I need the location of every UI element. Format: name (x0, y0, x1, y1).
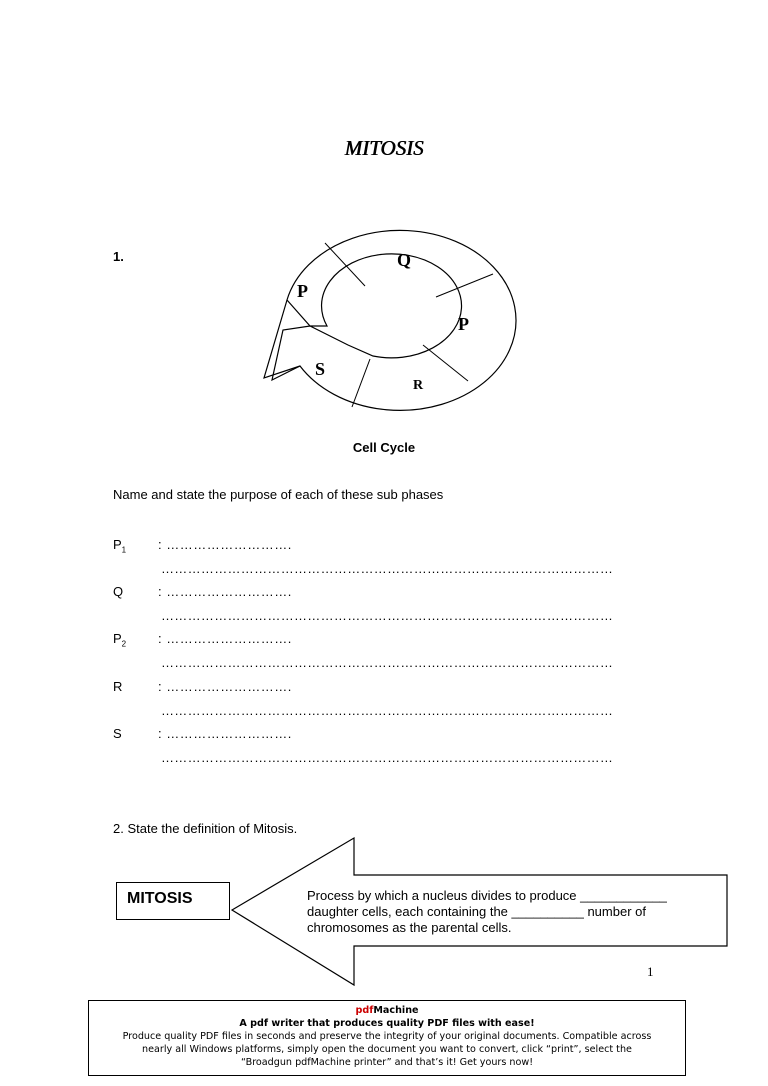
divider-r-s (352, 359, 370, 407)
definition-line-2[interactable]: daughter cells, each containing the __________ number of (307, 904, 646, 919)
row-label-p1: $P_1$ (113, 537, 127, 555)
cell-cycle-arrowhead (264, 300, 300, 378)
row-label-s: S (113, 726, 122, 741)
cell-cycle-diagram (0, 0, 768, 470)
definition-text (307, 888, 707, 936)
answer-line-q[interactable]: ………………………………………………………………………………………… (161, 608, 614, 623)
definition-line-1[interactable]: Process by which a nucleus divides to produce ____________ (307, 888, 667, 903)
footer-line-3: “Broadgun pdfMachine printer” and that’s it! Get yours now! (240, 1057, 534, 1068)
label-q: Q (397, 250, 412, 270)
answer-line-r[interactable]: ………………………………………………………………………………………… (161, 703, 614, 718)
answer-blank-p1[interactable]: : ………………………. (158, 537, 292, 552)
page-title: MITOSIS (344, 136, 424, 160)
diagram-caption: Cell Cycle (352, 440, 416, 455)
label-s: S (315, 359, 326, 379)
cell-cycle-ring (272, 230, 516, 410)
question-2-prompt: 2. State the definition of Mitosis. (113, 821, 298, 836)
definition-line-3: chromosomes as the parental cells. (307, 920, 512, 935)
answer-blank-r[interactable]: : ………………………. (158, 679, 292, 694)
pdfmachine-footer (88, 1000, 686, 1076)
divider-p2-r (423, 345, 468, 381)
row-label-p2: $P_2$ (113, 631, 127, 649)
row-label-r: R (113, 679, 123, 694)
footer-line-1: Produce quality PDF files in seconds and preserve the integrity of your original documents. Compatible across (122, 1031, 652, 1042)
answer-line-p1[interactable]: ………………………………………………………………………………………… (161, 561, 614, 576)
question-1-number: 1. (113, 249, 124, 264)
label-p1: P (297, 281, 308, 301)
label-p2: P (458, 314, 469, 334)
footer-tagline: A pdf writer that produces quality PDF files with ease! (239, 1018, 535, 1029)
answer-blank-s[interactable]: : ………………………. (158, 726, 292, 741)
footer-brand[interactable]: pdfMachine (355, 1005, 419, 1016)
answer-blank-p2[interactable]: : ………………………. (158, 631, 292, 646)
mitosis-box: MITOSIS (116, 882, 230, 920)
row-label-q: Q (113, 584, 124, 599)
answer-line-p2[interactable]: ………………………………………………………………………………………… (161, 655, 614, 670)
footer-line-2: nearly all Windows platforms, simply open the document you want to convert, click “print”, select the (142, 1044, 632, 1055)
page-number: 1 (647, 964, 654, 979)
answer-line-s[interactable]: ………………………………………………………………………………………… (161, 750, 614, 765)
question-1-instruction: Name and state the purpose of each of these sub phases (113, 487, 444, 502)
answer-blank-q[interactable]: : ………………………. (158, 584, 292, 599)
divider-q-p2 (436, 274, 493, 297)
label-r: R (413, 378, 424, 393)
